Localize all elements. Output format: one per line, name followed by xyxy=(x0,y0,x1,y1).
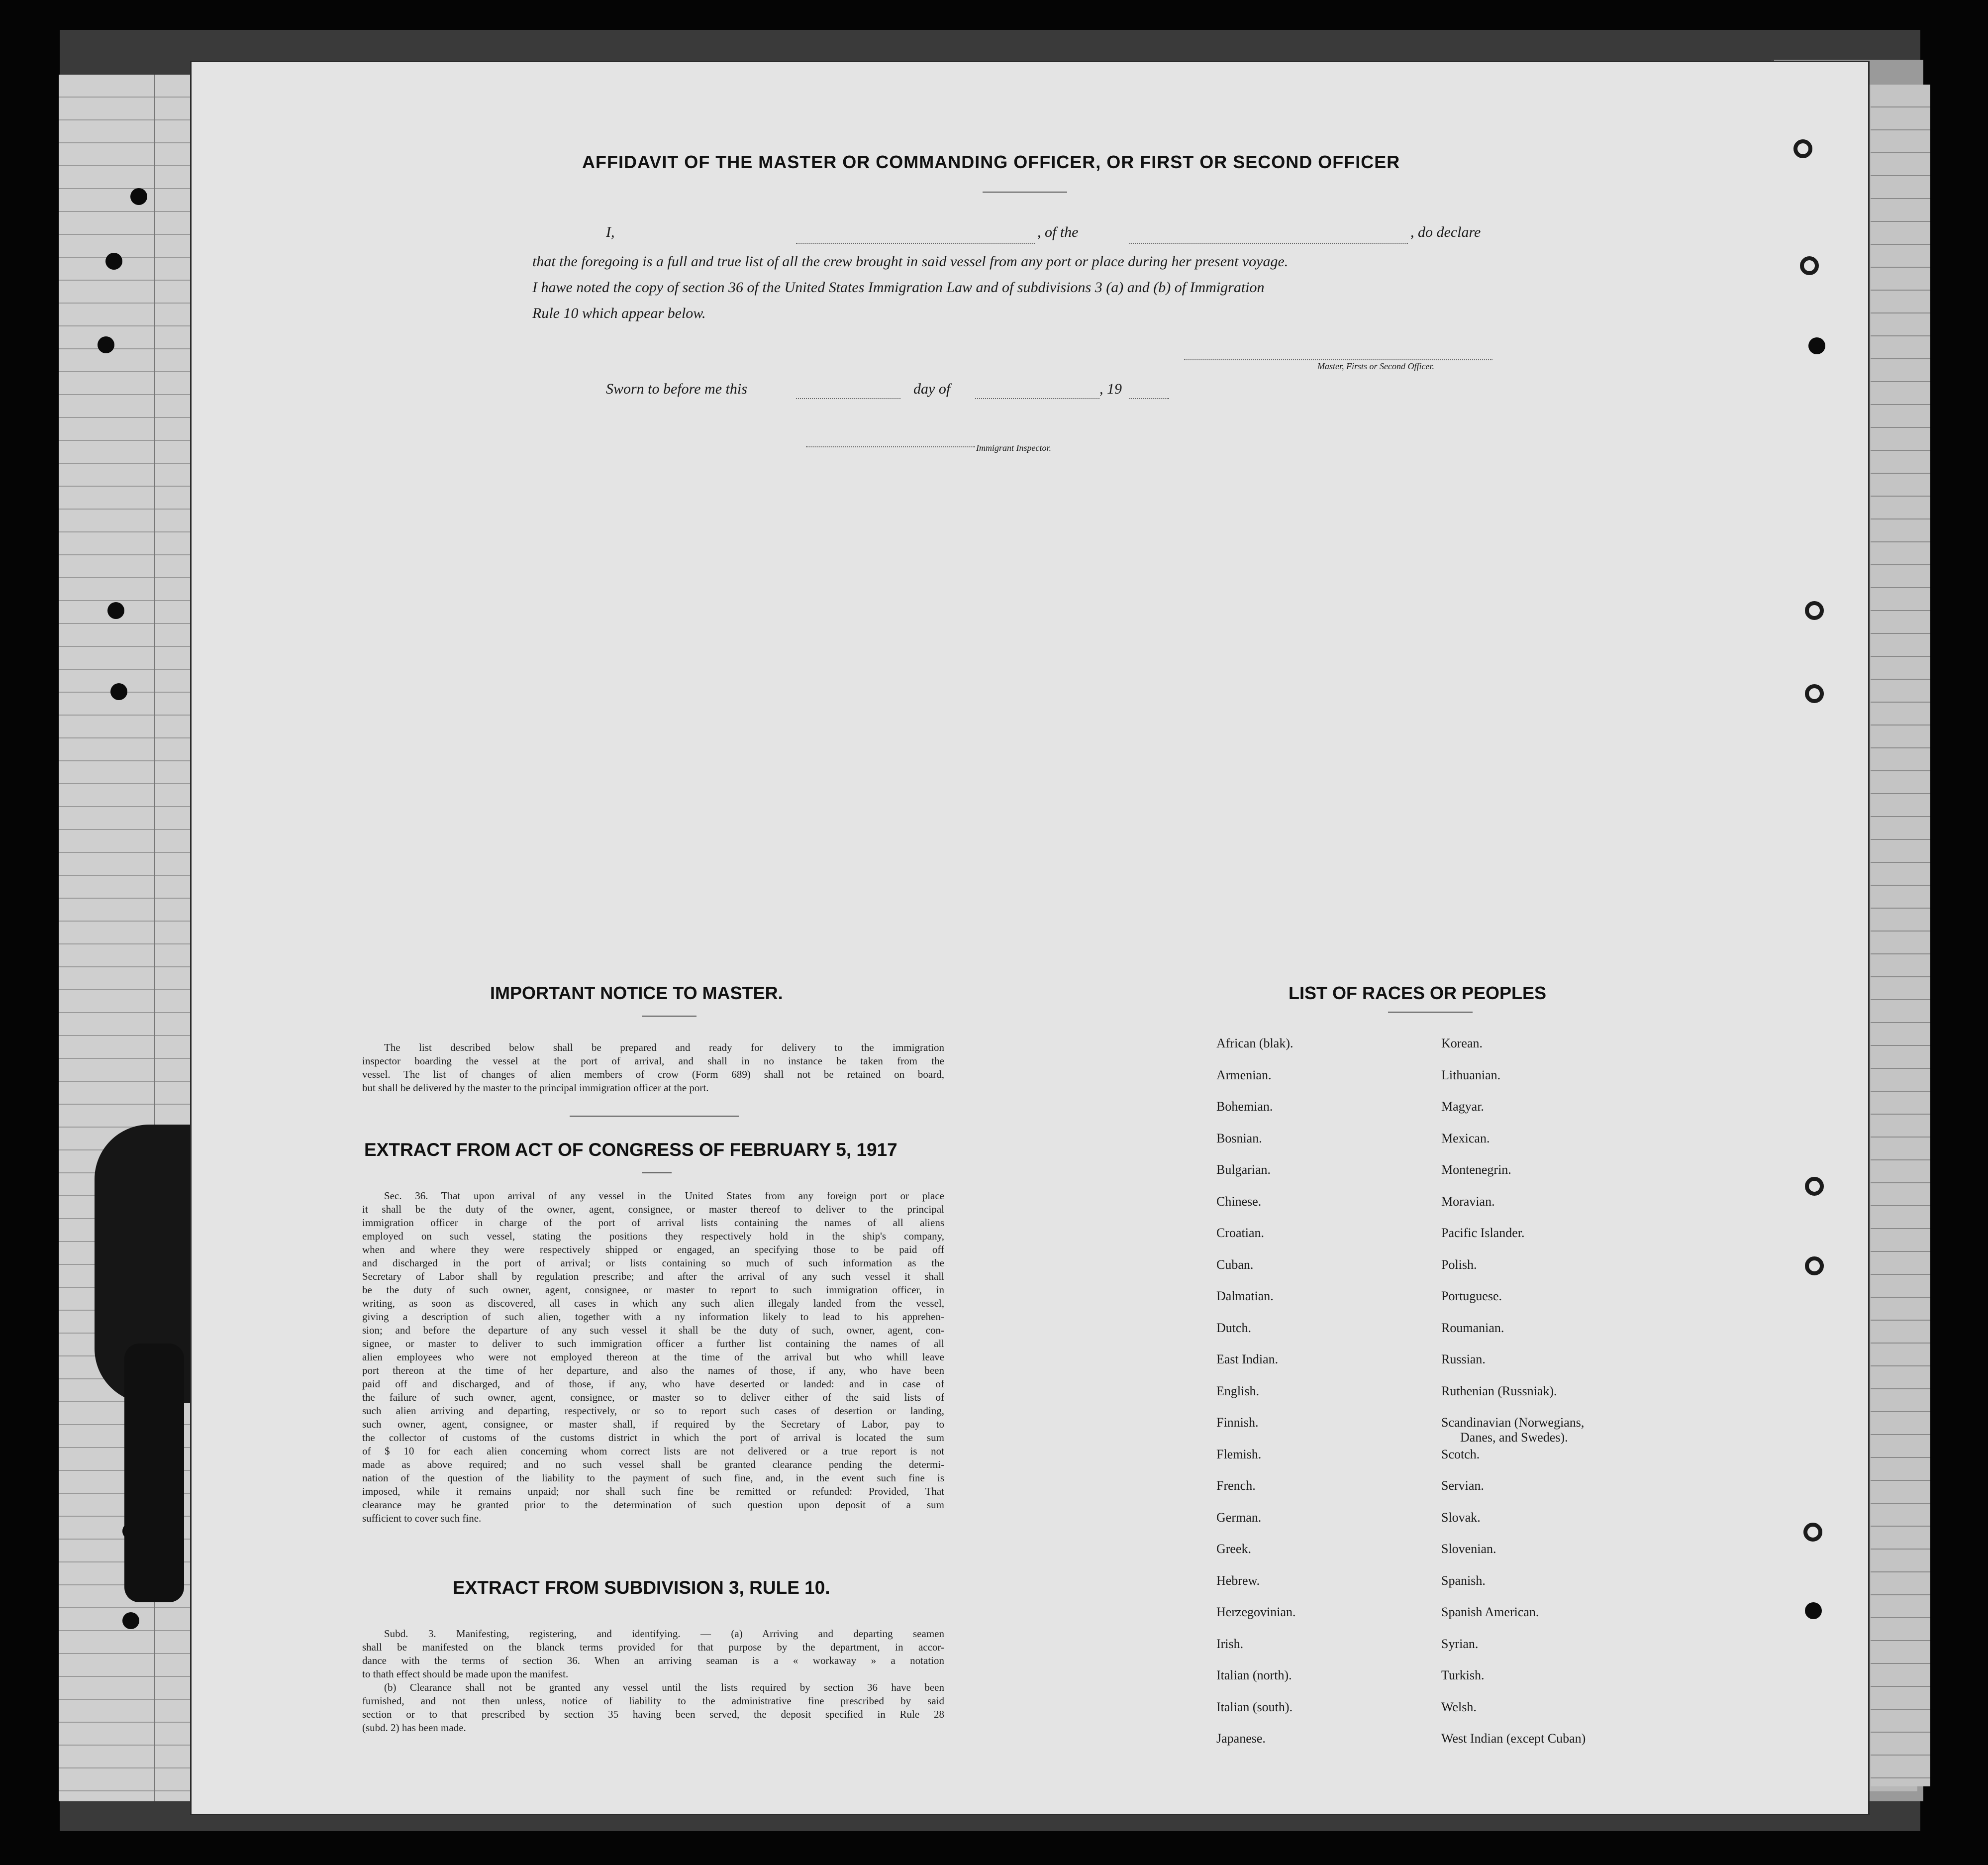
race-item: Moravian. xyxy=(1441,1194,1495,1209)
race-item: Ruthenian (Russniak). xyxy=(1441,1383,1557,1398)
act-line: nation of the question of the liability to the payment of such fine, and, in the event such fine is xyxy=(362,1472,944,1484)
binder-hole xyxy=(110,683,127,700)
title-divider xyxy=(983,192,1067,193)
act-line: sufficient to cover such fine. xyxy=(362,1512,482,1524)
vessel-name-field[interactable] xyxy=(1129,243,1408,244)
race-item-text: Scandinavian (Norwegians, xyxy=(1441,1415,1585,1430)
race-item: Polish. xyxy=(1441,1257,1477,1272)
sworn-day-field[interactable] xyxy=(796,398,900,399)
race-item: English. xyxy=(1216,1383,1259,1398)
race-item: Spanish American. xyxy=(1441,1605,1539,1619)
race-item: Cuban. xyxy=(1216,1257,1254,1272)
act-line: signee, or master to deliver to such immigration officer a further list containing the names of all xyxy=(362,1338,944,1349)
act-divider xyxy=(642,1172,672,1173)
act-extract-text xyxy=(362,1189,944,1525)
race-item: Finnish. xyxy=(1216,1415,1259,1430)
affidavit-title: AFFIDAVIT OF THE MASTER OR COMMANDING OFFICER, OR FIRST OR SECOND OFFICER xyxy=(582,152,1400,172)
affidavit-body-line: I hawe noted the copy of section 36 of the United States Immigration Law and of subdivisions 3 (a) and (b) of Immigration xyxy=(532,279,1265,296)
act-extract-title: EXTRACT FROM ACT OF CONGRESS OF FEBRUARY 5, 1917 xyxy=(364,1140,897,1160)
race-item: Portuguese. xyxy=(1441,1289,1502,1303)
rule-line: Subd. 3. Manifesting, registering, and identifying. — (a) Arriving and departing seamen xyxy=(384,1628,944,1640)
notice-line: but shall be delivered by the master to the principal immigration officer at the port. xyxy=(362,1082,709,1094)
race-item: Slovenian. xyxy=(1441,1542,1496,1556)
notice-rule xyxy=(570,1116,739,1117)
binder-hole xyxy=(107,602,124,619)
act-line: such owner, agent, consignee, or master shall, if required by the Secretary of Labor, pay to xyxy=(362,1418,944,1430)
act-line: Sec. 36. That upon arrival of any vessel in the United States from any foreign port or place xyxy=(384,1190,944,1202)
binder-hole xyxy=(1805,1177,1824,1196)
act-line: port thereon at the time of her departure, and also the names of those, if any, who have been xyxy=(362,1364,944,1376)
race-item: West Indian (except Cuban) xyxy=(1441,1731,1586,1746)
race-item: Lithuanian. xyxy=(1441,1067,1501,1082)
binder-hole xyxy=(105,253,122,270)
affidavit-body xyxy=(532,249,1495,326)
act-line: sion; and before the departure of any such vessel it shall be the duty of such, owner, agent, con- xyxy=(362,1324,944,1336)
race-item: Syrian. xyxy=(1441,1636,1479,1651)
binder-hole xyxy=(1805,601,1824,620)
race-item: Japanese. xyxy=(1216,1731,1266,1746)
act-line: alien employees who were not employed thereon at the time of the arrival but who whill leave xyxy=(362,1351,944,1363)
rule-extract-title: EXTRACT FROM SUBDIVISION 3, RULE 10. xyxy=(453,1577,830,1598)
act-line: be the duty of such owner, agent, consignee, or master to report to such immigration officer, in xyxy=(362,1284,944,1296)
rule-line: (b) Clearance shall not be granted any vessel until the lists required by section 36 have been xyxy=(384,1681,944,1693)
race-item: Magyar. xyxy=(1441,1099,1484,1114)
declarant-name-field[interactable] xyxy=(796,243,1035,244)
race-item xyxy=(1441,1415,1586,1447)
race-item: Korean. xyxy=(1441,1036,1483,1050)
inspector-signature-field[interactable] xyxy=(806,446,975,447)
race-item: Scotch. xyxy=(1441,1447,1480,1461)
race-item: Bulgarian. xyxy=(1216,1162,1271,1177)
race-item: Mexican. xyxy=(1441,1131,1490,1145)
race-item: Greek. xyxy=(1216,1542,1252,1556)
race-item: Spanish. xyxy=(1441,1573,1486,1588)
sworn-prefix: Sworn to before me this xyxy=(606,381,747,397)
act-line: paid off and discharged, and of those, if any, who have deserted or landed: and in case of xyxy=(362,1378,944,1390)
race-item: Flemish. xyxy=(1216,1447,1262,1461)
seal-ribbon xyxy=(124,1344,184,1602)
binder-hole xyxy=(98,336,114,353)
race-item: Dutch. xyxy=(1216,1320,1252,1335)
race-item: Bosnian. xyxy=(1216,1131,1262,1145)
binder-hole xyxy=(122,1612,139,1629)
races-title: LIST OF RACES OR PEOPLES xyxy=(1289,983,1547,1003)
affidavit-body-line: that the foregoing is a full and true list of all the crew brought in said vessel from any port or place during her present voyage. xyxy=(532,253,1289,270)
act-line: made as above required; and no such vessel shall be granted clearance pending the determi- xyxy=(362,1458,944,1470)
master-signature-label: Master, Firsts or Second Officer. xyxy=(1317,361,1434,371)
act-line: writing, as soon as discovered, all cases in which any such alien illegaly landed from the vessel, xyxy=(362,1297,944,1309)
binder-hole xyxy=(1805,1602,1822,1619)
rule-line: shall be manifested on the blanck terms provided for that purpose by the department, in accor- xyxy=(362,1641,944,1653)
act-line: employed on such vessel, stating the positions they respectively hold in the ship's company, xyxy=(362,1230,944,1242)
rule-line: section or to that prescribed by section 35 having been served, the deposit specified in Rule 28 xyxy=(362,1708,944,1720)
races-right-column xyxy=(1441,1036,1586,1763)
race-item: Montenegrin. xyxy=(1441,1162,1511,1177)
rule-extract-text xyxy=(362,1627,944,1735)
race-item: Italian (north). xyxy=(1216,1668,1292,1682)
binder-hole xyxy=(1800,256,1819,275)
act-line: when and where they were respectively shipped or engaged, an specifying those to be paid off xyxy=(362,1243,944,1255)
act-line: giving a description of such alien, together with a ny information likely to lead to his apprehen- xyxy=(362,1311,944,1323)
notice-text xyxy=(362,1041,944,1095)
race-item: Pacific Islander. xyxy=(1441,1226,1525,1240)
notice-line: The list described below shall be prepared and ready for delivery to the immigration xyxy=(384,1041,944,1053)
race-item-continuation: Danes, and Swedes). xyxy=(1460,1430,1568,1445)
race-item: Russian. xyxy=(1441,1352,1486,1366)
binder-hole xyxy=(1803,1523,1822,1542)
race-item: Irish. xyxy=(1216,1636,1244,1651)
rule-line: to thath effect should be made upon the manifest. xyxy=(362,1668,569,1680)
master-signature-field[interactable] xyxy=(1184,359,1492,360)
binder-hole xyxy=(1808,337,1825,354)
affidavit-body-line: Rule 10 which appear below. xyxy=(532,305,706,321)
notice-divider xyxy=(642,1016,696,1017)
race-item: Chinese. xyxy=(1216,1194,1262,1209)
race-item: African (blak). xyxy=(1216,1036,1293,1050)
race-item: Dalmatian. xyxy=(1216,1289,1274,1303)
race-item: Servian. xyxy=(1441,1478,1484,1493)
race-item: Herzegovinian. xyxy=(1216,1605,1296,1619)
binder-hole xyxy=(1793,139,1812,158)
of-the-label: , of the xyxy=(1037,224,1079,240)
rule-line: (subd. 2) has been made. xyxy=(362,1722,466,1734)
binder-hole xyxy=(1805,684,1824,703)
act-line: such alien arriving and departing, respectively, or so to report such cases of desertion or landing, xyxy=(362,1405,944,1417)
act-line: it shall be the duty of the owner, agent, consignee, or master thereof to deliver to the principal xyxy=(362,1203,944,1215)
race-item: French. xyxy=(1216,1478,1256,1493)
year-prefix: , 19 xyxy=(1099,381,1122,397)
race-item: Bohemian. xyxy=(1216,1099,1273,1114)
act-line: the collector of customs of the customs district in which the port of arrival is located the sum xyxy=(362,1432,944,1444)
race-item: Roumanian. xyxy=(1441,1320,1504,1335)
act-line: of $ 10 for each alien concerning whom correct lists are not delivered or a true report is not xyxy=(362,1445,944,1457)
act-line: the failure of such owner, agent, consignee, or master so to deliver either of the said lists of xyxy=(362,1391,944,1403)
act-line: immigration officer in charge of the port of arrival lists containing the names of all aliens xyxy=(362,1217,944,1229)
race-item: Armenian. xyxy=(1216,1067,1272,1082)
notice-title: IMPORTANT NOTICE TO MASTER. xyxy=(490,983,783,1003)
act-line: imposed, while it remains unpaid; nor shall such fine be remitted or refunded: Provided, That xyxy=(362,1485,944,1497)
binder-hole xyxy=(1805,1256,1824,1275)
race-item: Turkish. xyxy=(1441,1668,1485,1682)
race-item: Welsh. xyxy=(1441,1699,1477,1714)
races-divider xyxy=(1388,1012,1473,1013)
race-item: German. xyxy=(1216,1510,1262,1525)
binder-hole xyxy=(130,188,147,205)
do-declare-label: , do declare xyxy=(1410,224,1481,240)
notice-line: vessel. The list of changes of alien members of crow (Form 689) shall not be retained on board, xyxy=(362,1068,944,1080)
sworn-year-field[interactable] xyxy=(1129,398,1169,399)
ledger-page-right xyxy=(1871,85,1930,1786)
day-of-label: day of xyxy=(913,381,951,397)
act-line: Secretary of Labor shall by regulation prescribe; and after the arrival of any such vessel it shall xyxy=(362,1270,944,1282)
act-line: clearance may be granted prior to the determination of such question upon deposit of a sum xyxy=(362,1499,944,1511)
inspector-label: Immigrant Inspector. xyxy=(976,443,1051,453)
declarant-prefix: I, xyxy=(606,224,615,240)
notice-line: inspector boarding the vessel at the port of arrival, and shall in no instance be taken from the xyxy=(362,1055,944,1067)
race-item: Hebrew. xyxy=(1216,1573,1260,1588)
races-left-column xyxy=(1216,1036,1296,1763)
race-item: Italian (south). xyxy=(1216,1699,1293,1714)
rule-line: furnished, and not then unless, notice of liability to the administrative fine prescribed by said xyxy=(362,1695,944,1707)
race-item: Croatian. xyxy=(1216,1226,1265,1240)
act-line: and discharged in the port of arrival; or lists containing so much of such information as the xyxy=(362,1257,944,1269)
sworn-month-field[interactable] xyxy=(975,398,1099,399)
race-item: East Indian. xyxy=(1216,1352,1279,1366)
rule-line: dance with the terms of section 36. When an arriving seaman is a « workaway » a notation xyxy=(362,1655,944,1666)
race-item: Slovak. xyxy=(1441,1510,1481,1525)
